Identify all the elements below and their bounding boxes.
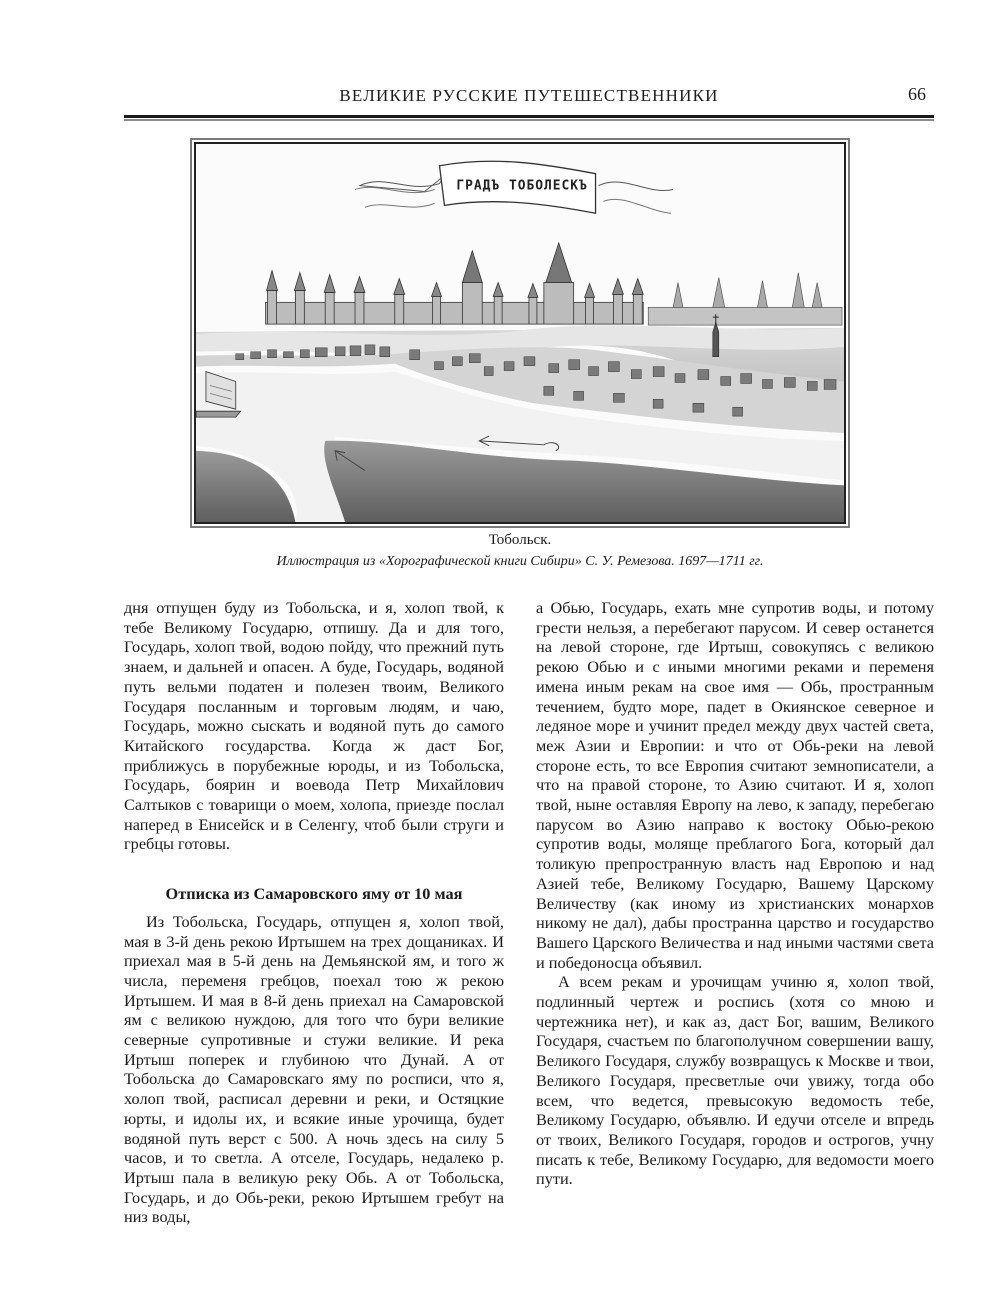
illustration-frame — [190, 138, 850, 528]
paragraph: а Обью, Государь, ехать мне супротив воды, и потому грести нельзя, а перебегают парусом. И север останется на левой стороне, где Иртыш, совокупясь с великою рекою Обью и с иными многими реками и переменя имена иным рекам на свое имя — Обь, пространным течением, будто море, падет в Окиянское северное и ледяное море и учинит предел между двух частей света, меж Азии и Европии: и что от Обь-реки на левой стороне есть, то все Европия считают земнописатели, а что на правой стороне, то Азию считают. И я, холоп твой, ныне оставляя Европу на лево, к западу, перебегаю парусом во Азию направо к востоку Обью-рекою супротив воды, моляще преблагого Бога, который дал толикую препространную власть над Европою и над Азией тебе, Великому Государю, Вашему Царскому Величеству (как иному из христианских монархов никому не дал), дабы пространна царство и государство Вашего Царского Величества и над иными частями света и победоносца объявил. — [536, 598, 934, 972]
figure-caption — [190, 532, 850, 570]
paragraph: А всем рекам и урочищам учиню я, холоп твой, подлинный чертеж и роспись (хотя со мною и чертежника нет), и как аз, даст Бог, вашим, Великого Государя, счастьем по благополучном совершении вашу, Великого Государя, службу возвращусь к Москве и твои, Великого Государя, пресветлые очи увижу, тогда обо всем, что ведется, превысокую ведомость тебе, Великому Государю, объявлю. И едучи отселе и впредь от твоих, Великого Государя, городов и острогов, учну писать к тебе, Великому Государю, для ведомости моего пути. — [536, 972, 934, 1189]
tobolsk-illustration — [194, 142, 846, 524]
right-column — [536, 598, 934, 1189]
caption-title: Тобольск. — [488, 532, 552, 548]
left-column — [124, 598, 504, 1227]
paragraph: дня отпущен буду из Тобольска, и я, холоп твой, к тебе Великому Государю, отпишу. Да и для того, Государь, холоп твой, водою пойду, что прежний путь знаем, и дальней и опасен. А буде, Государь, водяной путь вельми податен и полезен твоим, Великого Государя посланным и торговым людям, и чаю, Государь, можно сыскать и водяной путь до самого Китайского государства. Когда ж даст Бог, приближусь в порубежные юроды, и из Тобольска, Государь, боярин и воевода Петр Михайлович Салтыков с товарищи о моем, холопа, приезде послал наперед в Енисейск и в Селенгу, чтоб были струги и гребцы готовы. — [124, 598, 504, 854]
svg-text:ГРАДЪ ТОБОЛЕСКЪ: ГРАДЪ ТОБОЛЕСКЪ — [456, 178, 588, 194]
caption-source: Иллюстрация из «Хорографической книги Сибири» С. У. Ремезова. 1697—1711 гг. — [276, 554, 764, 569]
illustration-drawing — [196, 144, 844, 522]
running-title: ВЕЛИКИЕ РУССКИЕ ПУТЕШЕСТВЕННИКИ — [339, 86, 719, 105]
page-header — [124, 82, 934, 112]
paragraph: Из Тобольска, Государь, отпущен я, холоп твой, мая в 3-й день рекою Иртышем на трех дощаниках. И приехал мая в 5-й день на Демьянской ям, и того ж числа, переменя гребцов, поехал тою ж рекою Иртышем. И мая в 8-й день приехал на Самаровской ям с великою нуждою, для того что бури великие северные супротивные и стужи великие. И река Иртыш поперек и глубиною что Дунай. А от Тобольска до Самаровскаго яму по росписи, что я, холоп твой, расписал деревни и реки, и Остяцкие юрты, и идолы их, и всякие иные урочища, будет водяной путь верст с 500. А ночь здесь на силу 5 часов, и то светла. А отселе, Государь, недалеко р. Иртыш пала в великую реку Обь. А от Тобольска, Государь, и до Обь-реки, рекою Иртышем гребут на низ воды, — [124, 911, 504, 1227]
section-heading: Отписка из Самаровского яму от 10 мая — [165, 884, 463, 904]
header-rule — [124, 115, 934, 121]
page-number: 66 — [908, 84, 926, 104]
